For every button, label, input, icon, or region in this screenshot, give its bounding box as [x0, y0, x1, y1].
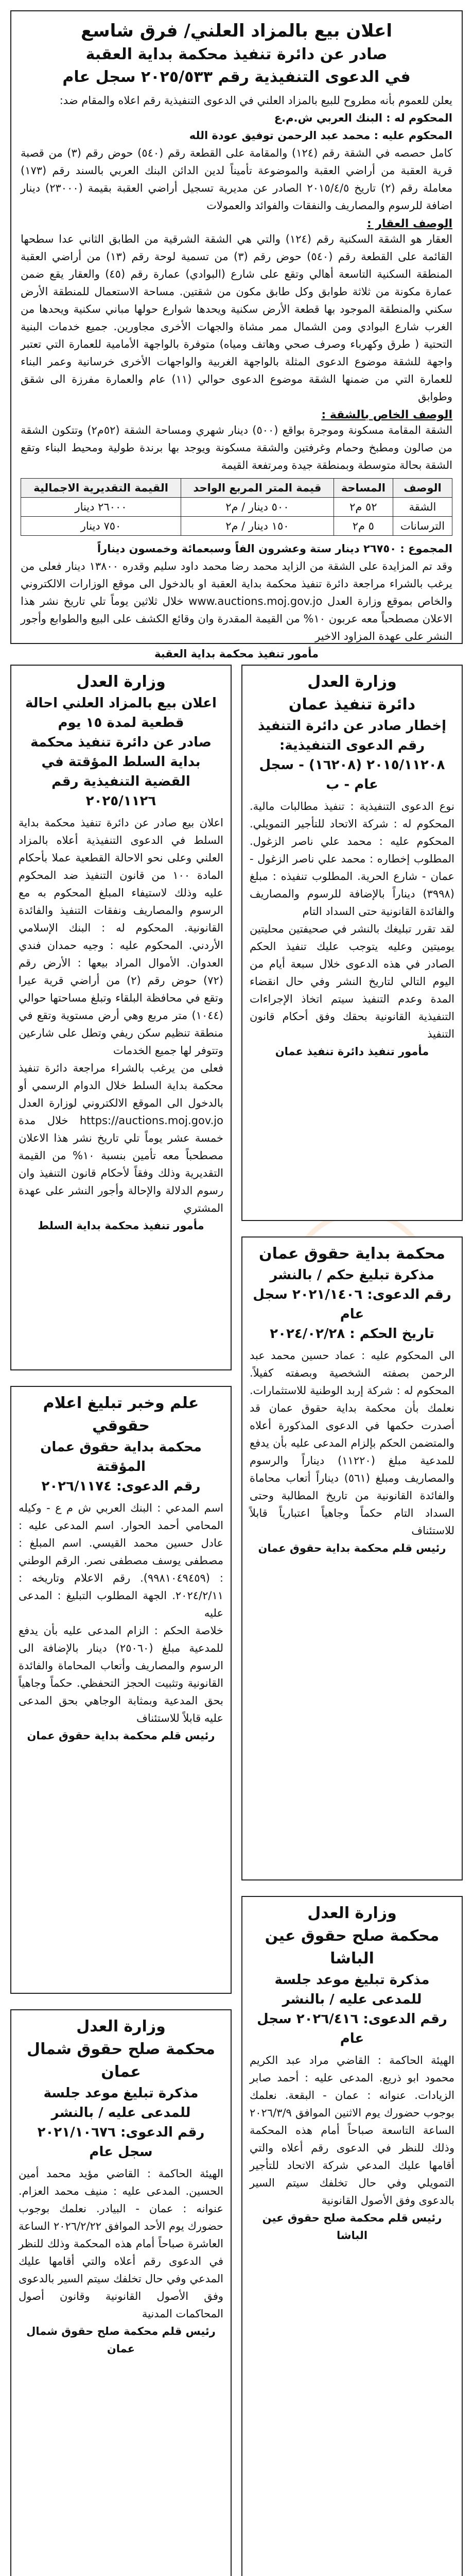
notice-title: محكمة صلح حقوق عين الباشا — [265, 1927, 440, 1968]
notice-body-2: لقد تقرر تبليغك بالنشر في صحيفتين محليتين يوميتين وعليه يتوجب عليك تنفيذ الحكم الصادر في هذه الدعوى خلال سبعة أيام من اليوم التالي لتاريخ النشر وفي حال انقضاء المدة وعدم التنفيذ سيتم اتخاذ الإجراءات التنفيذية القانونية بحقك وفق أحكام قانون التنفيذ — [250, 923, 454, 1040]
auction-notice-salt — [10, 665, 232, 1370]
column-header: قيمة المتر المربع الواحد — [181, 479, 334, 498]
notice-closing: وقد تم المزايدة على الشقة من الزايد محمد رضا محمد داود سليم وقدره ١٣٨٠٠ دينار فعلى من يرغب بالشراء مراجعة دائرة تنفيذ محكمة بداية العقبة او بالدخول الى موقع الوزارات الالكتروني والخاص بموقع وزارة العدل www.auctions.moj.gov.jo خلال ثلاثين يوماً تلي تاريخ نشر هذا الاعلان مصطحباً معه عربون ١٠% من القيمة المقدرة وان وقائع الكشف على البيع والطوابع وأجور النشر على عهدة المزاود الاخير — [21, 560, 453, 642]
session-notice-north-amman — [10, 2009, 232, 2576]
notice-body: كامل حصصه في الشقة رقم (١٢٤) والمقامة على القطعة رقم (٥٤٠) حوض رقم (٣) من قصبة قرية العقبة من أراضي العقبة والموضوعة تأميناً لدين الدائن البنك العربي بالسند رقم (١٧٣) معاملة رقم (٢) تاريخ ٢٠١٥/٤/٥ الصادر عن مديرية تسجيل أراضي العقبة بقيمة (٢٣٠٠٠) دينار اضافة للرسوم والمصاريف والنفقات والفوائد والعمولات — [21, 147, 453, 212]
case-number: رقم الدعوى التنفيذية: ٢٠١٥/١١٢٠٨ (١٦٢٠٨) - سجل عام - ب — [259, 738, 445, 792]
valuation-total: المجموع : ٢٦٧٥٠ دينار ستة وعشرون الفاً وسبعمائة وخمسون ديناراً — [97, 543, 452, 555]
notice-subtitle: مذكرة تبليغ موعد جلسة للمدعى عليه / بالنشر — [43, 2086, 199, 2121]
notice-body: الى المحكوم عليه : عماد حسين محمد عبد الرحمن بصفته الشخصية وبصفته كفيلاً. المحكوم له : شركة إربد الوطنية للاستثمارات. نعلمك بأن محكمة بداية حقوق عمان قد أصدرت حكمها في الدعوى المذكورة أعلاه والمتضمن الحكم بإلزام المدعى عليه بأن يدفع للمدعية مبلغ (١١٢٢٠) ديناراً والرسوم والمصاريف ومبلغ (٥٦١) ديناراً أتعاب محاماة والفائدة القانونية من تاريخ المطالبة وحتى السداد التام حكماً وجاهياً اعتبارياً قابلاً للاستئناف — [250, 1349, 454, 1537]
case-number: رقم الدعوى: ٢٠٢٦/٤١٦ سجل عام — [257, 2011, 447, 2046]
special-description: الشقة المقامة مسكونة وموجرة بواقع (٥٠٠) دينار شهري ومساحة الشقة (٥٢م٢) وتتكون الشقة من صالون ومطبخ وحمام وغرفتين والشقة مسكونة ويوجد بها برندة طولية ومحيط البناء وتقع الشقة بحالة متوسطة وبمنطقة جيدة ومرتفعة القيمة — [21, 424, 452, 471]
debtor: المحكوم عليه : محمد عبد الرحمن توفيق عودة الله — [189, 129, 452, 142]
table-cell: ٥٠٠ دينار / م٢ — [181, 498, 334, 517]
table-row — [21, 517, 452, 536]
ministry-name: وزارة العدل — [76, 2018, 166, 2036]
ministry-name: وزارة العدل — [76, 673, 166, 691]
notice-signature: مأمور تنفيذ محكمة بداية السلط — [38, 1219, 204, 1232]
table-row — [21, 498, 452, 517]
case-number: في الدعوى التنفيذية رقم ٢٠٢٥/٥٣٣ سجل عام — [62, 68, 411, 86]
notice-signature: رئيس قلم محكمة صلح حقوق عين الباشا — [262, 2212, 442, 2242]
property-description: العقار هو الشقة السكنية رقم (١٢٤) والتي هي الشقة الشرقية من الطابق الثاني عدا سطحها القائمة على القطعة رقم (٥٤٠) حوض رقم (٣) من تسمية لوحة رقم (١٣) من أراضي العقبة المنطقة السكنية التاسعة أهالي وتقع على شارع (البوادي) عمارة رقم (٤٥) والعقار يقع ضمن عمارة مكونة من ثلاثة طوابق وكل طابق مكون من شقتين. مساحة الاستعمال للمنطقة الأرض سكني والمنطقة الموجود بها قطعة الأرض سكنية ويحدها شوارع حولها مباني سكنية ويحدها من الغرب شارع البوادي ومن الشمال ممر مشاة والجهات الأخرى مجاورين. جميع خدمات البنية التحتية ( طرق وكهرباء وصرف صحي وهاتف ومياه) متوفرة بالواجهة الأمامية للعمارة التي تعتبر واجهة للشقة موضوع الدعوى المثلة بالواجهة الغربية والواجهات الأخرى خرسانية وعمر البناء للعمارة التي من ضمنها الشقة موضوع الدعوى حوالي (١١) عام والعمارة مفرزة الى شقق وطوابق — [21, 233, 453, 403]
column-header: المساحة — [334, 479, 393, 498]
table-cell: الشقة — [393, 498, 452, 517]
notice-subtitle: مذكرة تبليغ حكم / بالنشر — [270, 1267, 434, 1283]
notice-title: علم وخبر تبليغ اعلام حقوقي — [43, 1394, 199, 1435]
case-number: رقم الدعوى: ٢٠٢٦/١١٧٤ — [41, 1479, 201, 1494]
notice-title: محكمة بداية حقوق عمان — [259, 1245, 445, 1263]
notice-body: اعلان بيع صادر عن دائرة تنفيذ محكمة بداية السلط في الدعوى التنفيذية أعلاه بالمزاد العلني وعلى نحو الاحالة القطعية عملا بأحكام المادة ١٠٠ من قانون التنفيذ ضد المحكوم عليه وذلك لاستيفاء المبلغ المحكوم به مع الرسوم والمصاريف ونفقات التنفيذ والفائدة القانونية. المحكوم له : البنك الإسلامي الأردني. المحكوم عليه : وجيه حمدان فندي العدوان. الأموال المراد بيعها : الأرض رقم (٧٢) حوض رقم (٢) من أراضي قرية عيرا وتقع في محافظة البلقاء وتبلغ مساحتها حوالي (١٠٤٤) متر مربع وهي أرض مستوية وتقع في منطقة تنظيم سكن ريفي وتطل على شارعين وتتوفر لها جميع الخدمات — [19, 817, 223, 1057]
creditor: المحكوم له : البنك العربي ش.م.ع — [274, 112, 452, 124]
notice-title: اعلان بيع بالمزاد العلني/ فرق شاسع — [81, 21, 392, 41]
auction-notice-aqaba — [10, 10, 463, 660]
section-title: الوصف الخاص بالشقة : — [321, 409, 452, 421]
judgment-info-notice — [10, 1386, 232, 1994]
judgment-date: تاريخ الحكم : ٢٠٢٤/٠٢/٢٨ — [270, 1326, 434, 1342]
notice-subtitle: صادر عن دائرة تنفيذ محكمة بداية العقبة — [85, 45, 388, 63]
notice-intro: يعلن للعموم بأنه مطروح للبيع بالمزاد العلني في الدعوى التنفيذية رقم اعلاه والمقام ضد: — [59, 94, 452, 107]
notice-signature: مأمور تنفيذ دائرة تنفيذ عمان — [275, 1045, 429, 1058]
table-header-row — [21, 479, 452, 498]
ministry-name: وزارة العدل — [307, 673, 397, 691]
case-number: رقم الدعوى: ٢٠٢١/١٤٠٦ سجل عام — [253, 1287, 451, 1322]
notice-body: الهيئة الحاكمة : القاضي مؤيد محمد أمين الحسين. المدعى عليه : منيف محمد العزام. عنوانه : عمان - البيادر. نعلمك بوجوب حضورك يوم الأحد الموافق ٢٠٢٦/٢/٢٢ الساعة العاشرة صباحاً أمام هذه المحكمة وذلك للنظر في الدعوى رقم أعلاه والتي أقامها عليك المدعي وفي حال تخلفك سيتم السير بالدعوى وفق الأصول القانونية وقانون أصول المحاكمات المدنية — [19, 2167, 223, 2320]
column-header: القيمة التقديرية الاجمالية — [21, 479, 181, 498]
case-number: رقم الدعوى: ٢٠٢١/١٠٦٧٦ سجل عام — [37, 2125, 205, 2160]
notice-title: دائرة تنفيذ عمان — [288, 696, 416, 714]
table-cell: ٢٦٠٠٠ دينار — [21, 498, 181, 517]
notice-body-2: خلاصة الحكم : الزام المدعى عليه بأن يدفع للمدعية مبلغ (٢٥٠٦٠) دينار بالإضافة الى الرسوم والمصاريف وأتعاب المحاماة والفائدة القانونية وتثبيت الحجز التحفظي. حكماً وجاهياً بحق المدعية وبمثابة الوجاهي بحق المدعى عليه قابلاً للاستئناف — [19, 1624, 223, 1724]
table-cell: ٥٢ م٢ — [334, 498, 393, 517]
column-header: الوصف — [393, 479, 452, 498]
notice-signature: رئيس قلم محكمة بداية حقوق عمان — [258, 1542, 446, 1554]
notice-subtitle: صادر عن دائرة تنفيذ محكمة بداية السلط المؤقتة في القضية التنفيذية رقم ٢٠٢٥/١١٢٦ — [30, 735, 212, 809]
notice-signature: رئيس قلم محكمة صلح حقوق شمال عمان — [26, 2325, 216, 2355]
notice-body: اسم المدعي : البنك العربي ش م ع - وكيله المحامي أحمد الحوار. اسم المدعى عليه : عادل حسين محمد القيسي. اسم المبلغ : مصطفى يوسف مصطفى نصر. الرقم الوطني : (٩٩٨١٠٤٩٤٥٩). رقم الاعلام وتاريخه : ٢٠٢٤/٢/١١. الجهة المطلوب التبليغ : المدعى عليه — [19, 1502, 224, 1619]
notice-subtitle: إخطار صادر عن دائرة التنفيذ — [257, 718, 447, 734]
judgment-notice-amman — [241, 1236, 463, 1880]
notice-subtitle: محكمة بداية حقوق عمان المؤقتة — [40, 1439, 202, 1475]
notice-body: الهيئة الحاكمة : القاضي مراد عبد الكريم محمود ابو ذريع. المدعى عليه : أحمد صابر الزيادات. عنوانه : عمان - البقعة. نعلمك بوجوب حضورك يوم الاثنين الموافق ٢٠٢٦/٣/٩ الساعة التاسعة صباحاً أمام هذه المحكمة وذلك للنظر في الدعوى رقم أعلاه والتي أقامها عليك المدعي شركة الاتحاد للتأجير التمويلي وفي حال تخلفك سيتم السير بالدعوى وفق الأصول القانونية — [250, 2054, 454, 2207]
notice-title: محكمة صلح حقوق شمال عمان — [27, 2040, 215, 2081]
notice-signature: مأمور تنفيذ محكمة بداية العقبة — [154, 648, 319, 660]
table-cell: ٧٥٠ دينار — [21, 517, 181, 536]
table-cell: ١٥٠ دينار / م٢ — [181, 517, 334, 536]
table-cell: ٥ م٢ — [334, 517, 393, 536]
notice-title: اعلان بيع بالمزاد العلني احالة قطعية لمدة ١٥ يوم — [25, 696, 217, 731]
notice-body: نوع الدعوى التنفيذية : تنفيذ مطالبات مالية. المحكوم له : شركة الاتحاد للتأجير التمويلي. المحكوم عليه : محمد علي ناصر الزغول. المطلوب إخطاره : محمد علي ناصر الزغول - عمان - شارع الحرية. المطلوب تنفيذه : مبلغ (٣٩٩٨) ديناراً بالإضافة للرسوم والمصاريف والفائدة القانونية حتى السداد التام — [250, 800, 454, 918]
session-notice-ain-basha — [241, 1896, 463, 2576]
ministry-name: وزارة العدل — [307, 1904, 397, 1922]
notice-subtitle: مذكرة تبليغ موعد جلسة للمدعى عليه / بالنشر — [274, 1972, 430, 2007]
execution-notice-amman — [241, 665, 463, 1221]
table-cell: الترسانات — [393, 517, 452, 536]
valuation-table — [21, 478, 452, 536]
notice-body-2: فعلى من يرغب بالشراء مراجعة دائرة تنفيذ محكمة بداية السلط خلال الدوام الرسمي أو بالدخول الى الموقع الالكتروني لوزارة العدل https://auctions.moj.gov.jo خلال مدة خمسة عشر يوماً تلي تاريخ نشر هذا الاعلان مصطحباً معه تأمين بنسبة ١٠% من القيمة التقديرية وذلك وفقاً لأحكام قانون التنفيذ وان رسوم الدلالة والإحالة وأجور النشر على عهدة المشتري — [19, 1062, 223, 1214]
notice-signature: رئيس قلم محكمة بداية حقوق عمان — [27, 1730, 215, 1742]
section-title: الوصف العقار : — [366, 217, 452, 230]
